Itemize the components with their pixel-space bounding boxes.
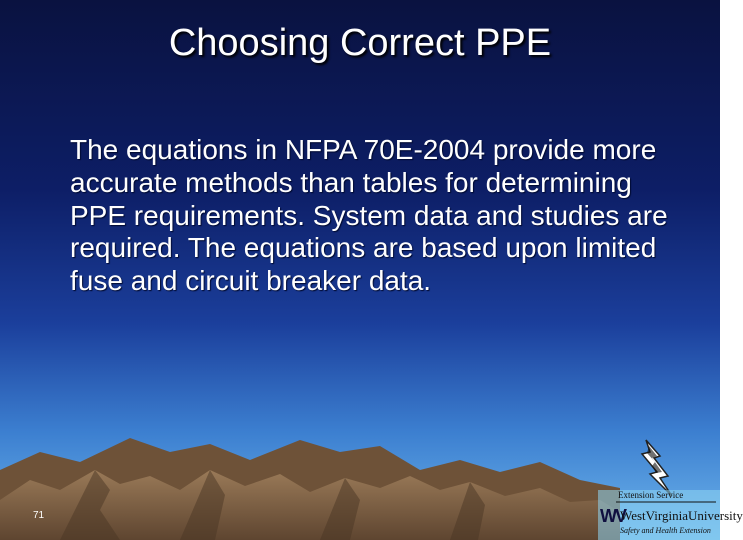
logo-university-name: WestVirginiaUniversity bbox=[620, 508, 743, 523]
logo-tagline: Safety and Health Extension bbox=[620, 526, 711, 535]
logo-wv-mark: WV bbox=[600, 506, 625, 526]
logo-extension-service: Extension Service bbox=[618, 490, 684, 500]
slide-number: 71 bbox=[33, 510, 45, 521]
slide-title: Choosing Correct PPE bbox=[168, 22, 552, 64]
lightning-bolt-icon bbox=[640, 438, 674, 498]
wvu-logo bbox=[598, 490, 743, 540]
slide-body-text: The equations in NFPA 70E-2004 provide more accurate methods than tables for determining PPE requirements. System data and studies are required. The equations are based upon limited fuse and circuit breaker data. bbox=[70, 134, 668, 296]
